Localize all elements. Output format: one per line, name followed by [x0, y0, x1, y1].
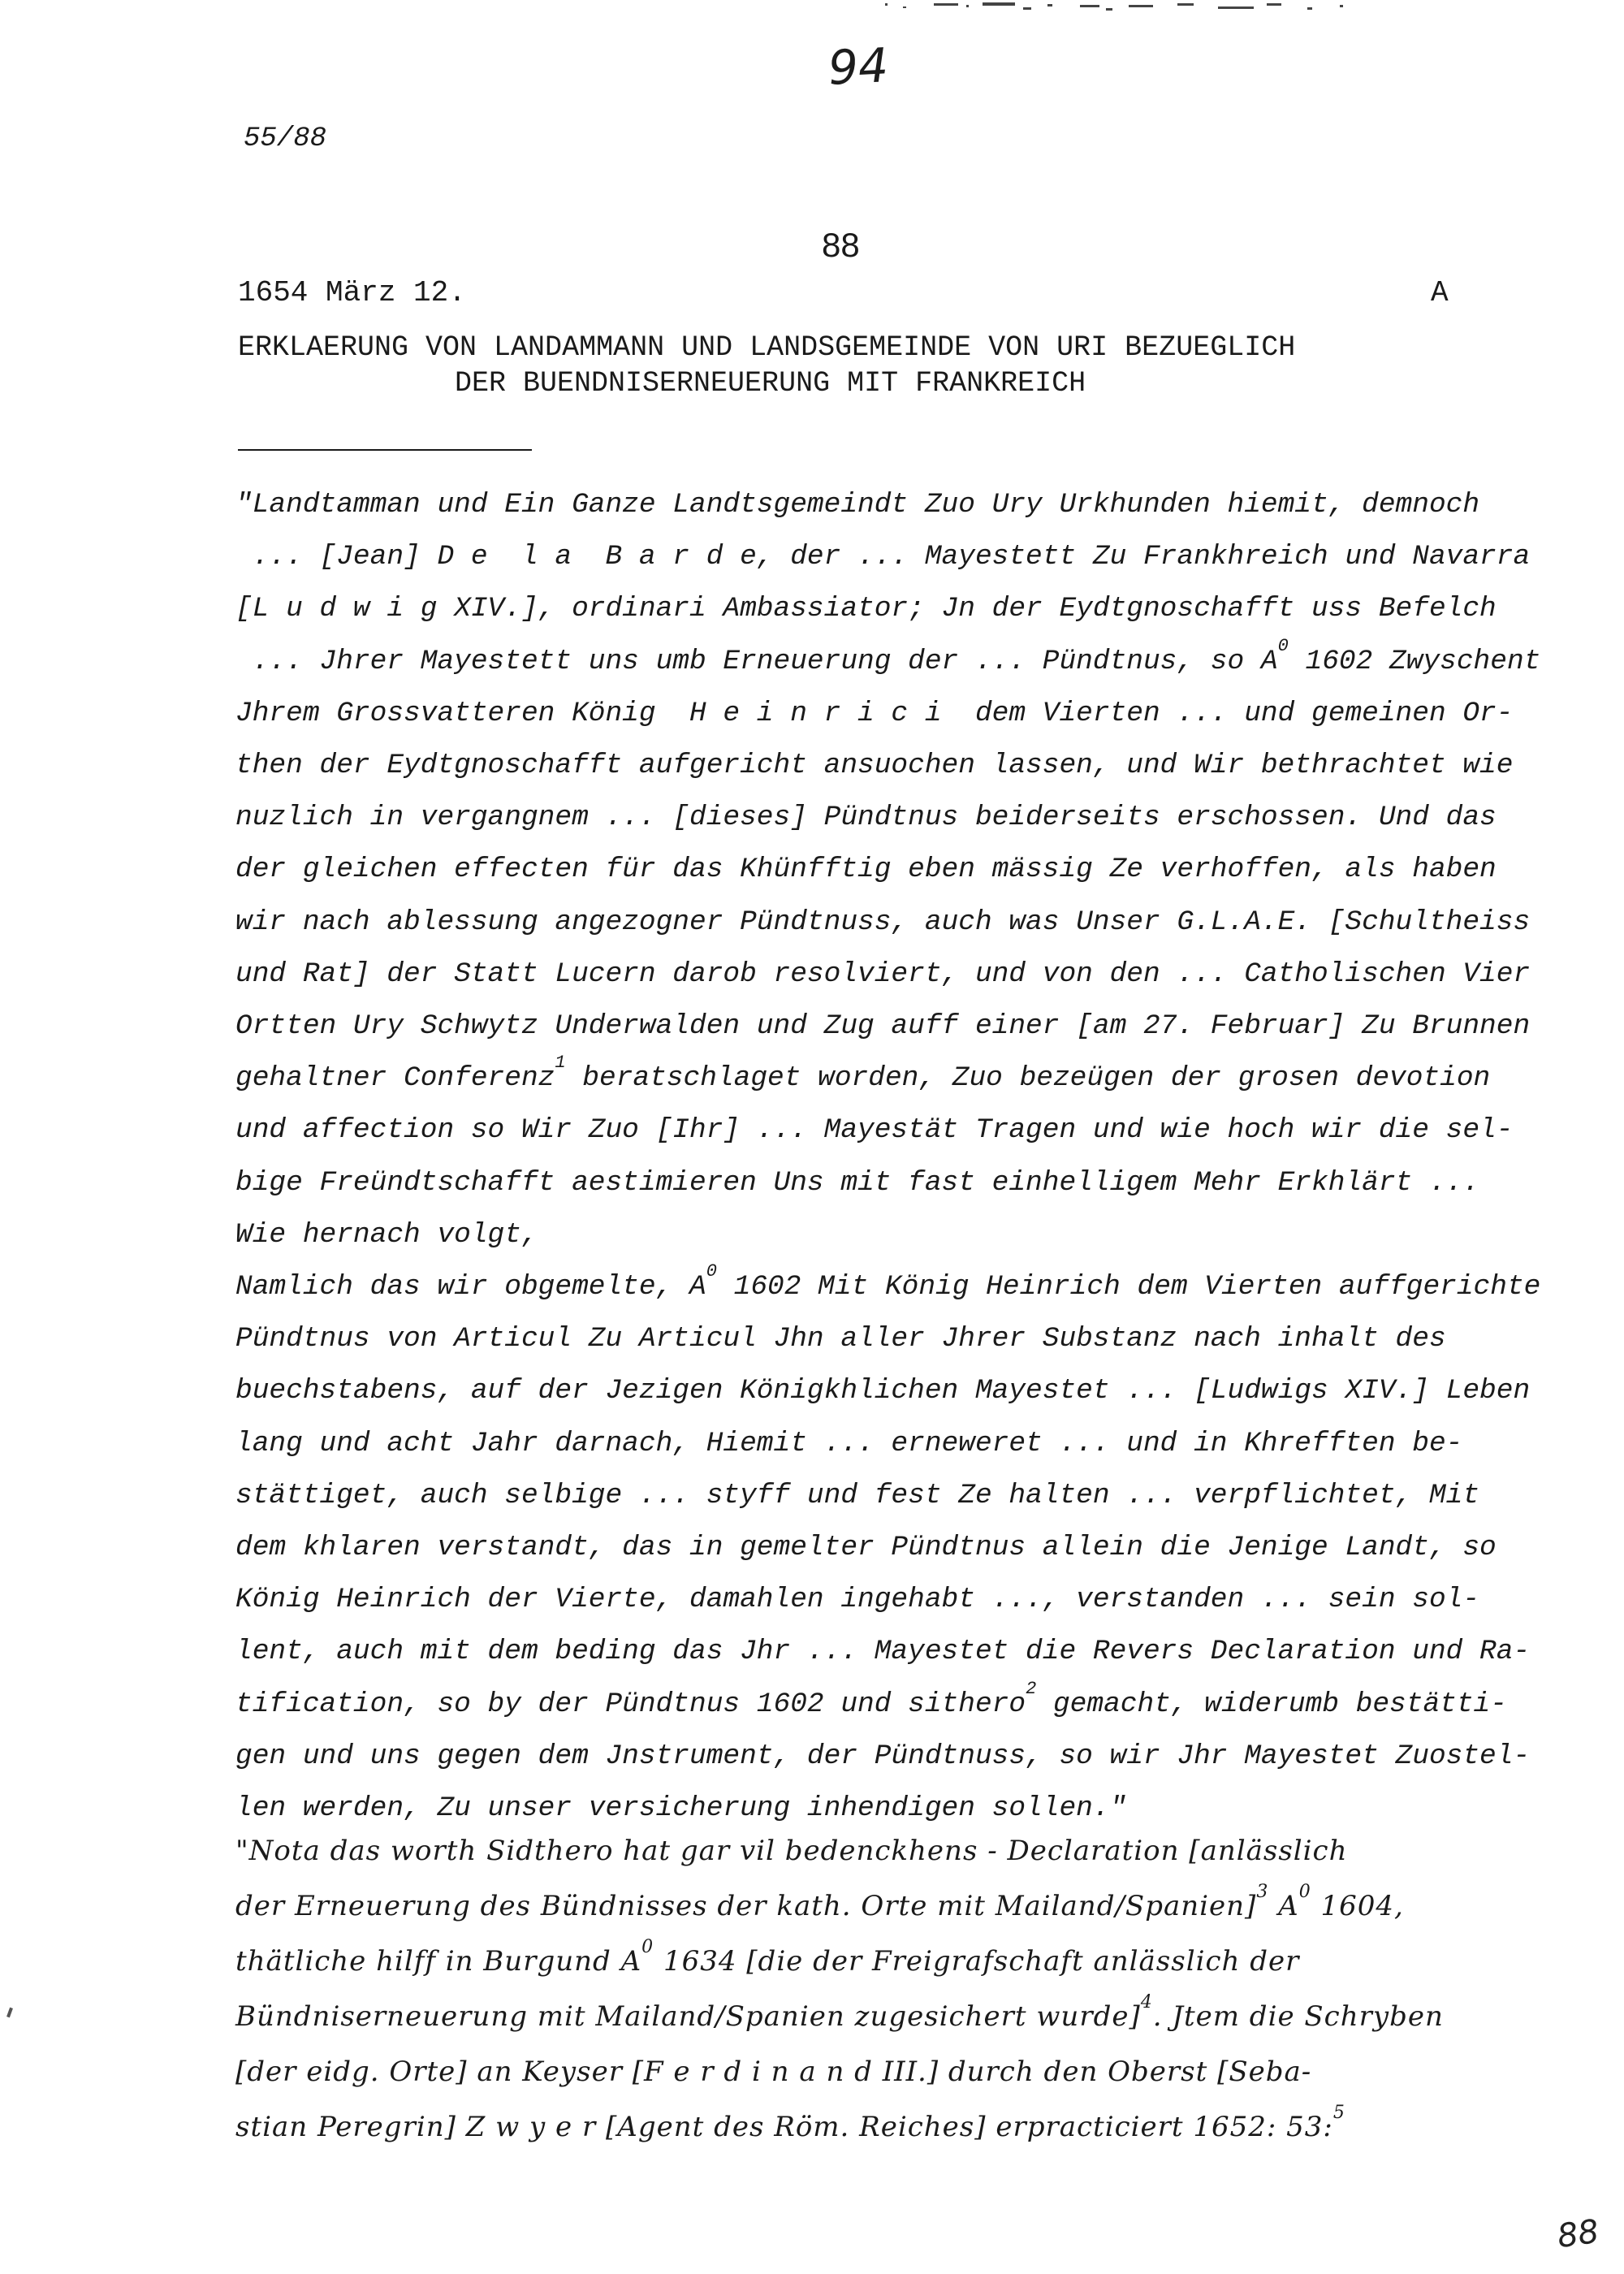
line-segment: Ortten Ury Schwytz Underwalden und Zug auff einer [am 27. Februar] Zu Brunnen [235, 1010, 1531, 1042]
text-line [235, 1002, 1530, 1051]
text-line [235, 1880, 1404, 1932]
line-segment: tification, so by der Pündtnus 1602 und sithero [235, 1688, 1026, 1720]
footnote-marker: 0 [706, 1261, 717, 1282]
line-segment: then der Eydtgnoschafft aufgericht ansuochen lassen, und Wir bethrachtet wie [235, 750, 1514, 781]
text-line [235, 1524, 1497, 1572]
margin-mark [6, 2008, 13, 2018]
handwritten-corner-mark: 88 [1555, 2212, 1601, 2256]
text-line [235, 2046, 1311, 2098]
footnote-marker: 0 [1277, 635, 1289, 656]
line-segment: ... Jhrer Mayestett uns umb Erneuerung der ... Pündtnus, so A [235, 645, 1278, 677]
footnote-marker: 0 [1298, 1882, 1311, 1902]
line-segment: beratschlaget worden, Zuo bezeügen der grosen devotion [565, 1062, 1491, 1095]
line-segment: A [1268, 1890, 1299, 1922]
line-segment: stian Peregrin] Z w y e r [Agent des Röm. Reiches] erpracticiert 1652: 53: [235, 2111, 1333, 2143]
line-segment: 1602 Zwyschent [1288, 645, 1541, 677]
text-line [235, 1628, 1530, 1676]
text-line [235, 741, 1513, 790]
text-line [235, 1732, 1530, 1781]
line-segment: len werden, Zu unser versicherung inhendigen sollen." [235, 1792, 1127, 1824]
line-segment: ... [Jean] D e l a B a r d e, der ... Mayestett Zu Frankhreich und Navarra [235, 541, 1531, 573]
text-line [235, 950, 1530, 999]
footnote-marker: 3 [1256, 1882, 1269, 1902]
line-segment: gehaltner Conferenz [235, 1062, 555, 1095]
line-segment: Bündniserneuerung mit Mailand/Spanien zugesichert wurde] [235, 2000, 1141, 2033]
line-segment: "Nota das worth Sidthero hat gar vil bedenckhens - Declaration [anlässlich [235, 1835, 1348, 1867]
footnote-marker: 4 [1140, 1992, 1153, 2012]
line-segment: stättiget, auch selbige ... styff und fest Ze halten ... verpflichtet, Mit [235, 1479, 1480, 1511]
text-line [235, 1263, 1540, 1312]
version-letter: A [1431, 276, 1449, 309]
text-line [235, 1825, 1347, 1877]
line-segment: buechstabens, auf der Jezigen Königkhlichen Mayestet ... [Ludwigs XIV.] Leben [235, 1375, 1531, 1407]
line-segment: nuzlich in vergangnem ... [dieses] Pündtnus beiderseits erschossen. Und das [235, 802, 1497, 834]
text-line [235, 1315, 1446, 1364]
text-line [235, 533, 1530, 581]
scan-noise-marks [885, 0, 1372, 19]
text-line [235, 690, 1513, 738]
text-line [235, 1576, 1479, 1624]
text-line [235, 2101, 1345, 2153]
footnote-marker: 2 [1026, 1678, 1037, 1699]
line-segment: Jhrem Grossvatteren König H e i n r i c i dem Vierten ... und gemeinen Or- [235, 697, 1514, 729]
line-segment: gen und uns gegen dem Jnstrument, der Pündtnuss, so wir Jhr Mayestet Zuostel- [235, 1740, 1531, 1772]
document-date: 1654 März 12. [238, 276, 466, 309]
line-segment: Namlich das wir obgemelte, A [235, 1271, 706, 1303]
line-segment: 1604, [1311, 1890, 1404, 1922]
title-divider [238, 449, 532, 451]
text-line [235, 1054, 1490, 1103]
line-segment: lent, auch mit dem beding das Jhr ... Mayestet die Revers Declaration und Ra- [235, 1636, 1531, 1668]
line-segment: bige Freündtschafft aestimieren Uns mit fast einhelligem Mehr Erkhlärt ... [235, 1166, 1480, 1199]
text-line [235, 1211, 538, 1260]
document-title-line-2: DER BUENDNISERNEUERUNG MIT FRANKREICH [455, 367, 1086, 400]
line-segment: wir nach ablessung angezogner Pündtnuss, auch was Unser G.L.A.E. [Schultheiss [235, 906, 1531, 938]
line-segment: [L u d w i g XIV.], ordinari Ambassiator; Jn der Eydtgnoschafft uss Befelch [235, 593, 1497, 625]
line-segment: der Erneuerung des Bündnisses der kath. Orte mit Mailand/Spanien] [235, 1890, 1257, 1922]
text-line [235, 1680, 1507, 1729]
text-line [235, 1106, 1513, 1155]
text-line [235, 793, 1497, 842]
line-segment: Pündtnus von Articul Zu Articul Jhn aller Jhrer Substanz nach inhalt des [235, 1323, 1446, 1355]
text-line [235, 1935, 1299, 1987]
line-segment: König Heinrich der Vierte, damahlen ingehabt ..., verstanden ... sein sol- [235, 1584, 1480, 1616]
line-segment: 1634 [die der Freigrafschaft anlässlich der [654, 1945, 1300, 1978]
text-line [235, 1991, 1444, 2043]
line-segment: dem khlaren verstandt, das in gemelter Pündtnus allein die Jenige Landt, so [235, 1532, 1497, 1563]
text-line [235, 845, 1497, 894]
text-line [235, 898, 1530, 947]
handwritten-page-number: 94 [827, 37, 890, 96]
text-line [235, 585, 1497, 633]
footnote-marker: 1 [555, 1053, 566, 1074]
line-segment: und affection so Wir Zuo [Ihr] ... Mayestät Tragen und wie hoch wir die sel- [235, 1114, 1514, 1147]
line-segment: und Rat] der Statt Lucern darob resolviert, und von den ... Catholischen Vier [235, 958, 1531, 990]
document-number: 88 [822, 226, 860, 264]
line-segment: [der eidg. Orte] an Keyser [F e r d i n a n d III.] durch den Oberst [Seba- [235, 2056, 1312, 2088]
line-segment: gemacht, widerumb bestätti- [1036, 1688, 1507, 1720]
line-segment: thätliche hilff in Burgund A [235, 1945, 642, 1978]
line-segment: . Jtem die Schryben [1152, 2000, 1444, 2033]
footnote-marker: 5 [1332, 2103, 1345, 2123]
archive-reference: 55/88 [244, 123, 327, 154]
text-line [235, 1159, 1479, 1208]
line-segment: "Landtamman und Ein Ganze Landtsgemeindt Zuo Ury Urkhunden hiemit, demnoch [235, 489, 1480, 521]
line-segment: der gleichen effecten für das Khünfftig eben mässig Ze verhoffen, als haben [235, 854, 1497, 886]
line-segment: Wie hernach volgt, [235, 1218, 538, 1251]
line-segment: lang und acht Jahr darnach, Hiemit ... erneweret ... und in Khrefften be- [235, 1427, 1463, 1459]
text-line [235, 635, 1541, 686]
text-line [235, 1420, 1462, 1468]
footnote-marker: 0 [641, 1937, 654, 1957]
document-title-line-1: ERKLAERUNG VON LANDAMMANN UND LANDSGEMEINDE VON URI BEZUEGLICH [238, 331, 1296, 364]
text-line [235, 1367, 1530, 1416]
text-line [235, 481, 1479, 530]
line-segment: 1602 Mit König Heinrich dem Vierten auffgerichte [716, 1271, 1541, 1303]
text-line [235, 1472, 1479, 1520]
